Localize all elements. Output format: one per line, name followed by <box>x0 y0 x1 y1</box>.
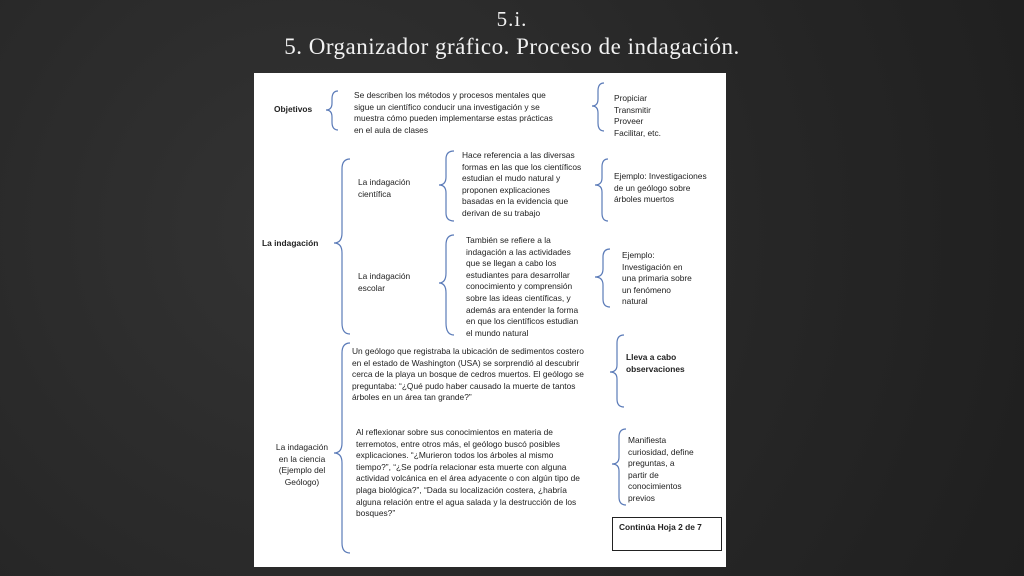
objetivos-actions: Propiciar Transmitir Proveer Facilitar, etc. <box>614 93 662 138</box>
ciencia-text1: Un geólogo que registraba la ubicación de sedimentos costero en el estado de Washington (USA) se sorprendió al descubrir cerca de la playa un bosque de cedros muertos. El geólogo se preguntaba: “¿Qué pudo haber causado la muerte de tantos árboles en un área tan grande?” <box>352 346 584 403</box>
slide-number: 5.i. <box>496 7 528 31</box>
organizer-sheet <box>254 73 726 567</box>
label-ciencia: La indagación en la ciencia (Ejemplo del Geólogo) <box>275 442 329 487</box>
slide-header <box>0 6 1024 62</box>
brace-cientifica <box>439 151 454 221</box>
escolar-text: También se refiere a la indagación a las actividades que se llegan a cabo los estudiantes para desarrollar conocimiento y comprensión sobre las ideas científicas, y además ara entender la forma en que los científicos estudian el mundo natural <box>466 235 579 338</box>
label-escolar: La indagación escolar <box>358 271 411 293</box>
brace-indagacion <box>334 159 350 334</box>
ciencia-note1: Lleva a cabo observaciones <box>626 352 685 374</box>
cientifica-text: Hace referencia a las diversas formas en las que los científicos estudian el mudo natural y proponen explicaciones basadas en la evidencia que derivan de su trabajo <box>462 150 582 218</box>
slide-title: 5. Organizador gráfico. Proceso de indagación. <box>284 34 740 59</box>
label-cientifica: La indagación científica <box>358 177 411 199</box>
brace-escolar <box>439 235 454 335</box>
escolar-example: Ejemplo: Investigación en una primaria sobre un fenómeno natural <box>622 250 692 307</box>
ciencia-text2: Al reflexionar sobre sus conocimientos en materia de terremotos, entre otros más, el geólogo buscó posibles explicaciones. “¿Murieron todos los árboles al mismo tiempo?”, “¿Se podría relacionar esta muerte con alguna actividad volcánica en el área adyacente o con algún tipo de plaga biológica?”, “Dada su localización costera, ¿habría alguna relación entre el agua salada y la destrucción de los bosques?” <box>356 427 580 519</box>
brace-note2 <box>612 429 626 505</box>
objetivos-description: Se describen los métodos y procesos mentales que sigue un científico conducir una investigación y se muestra cómo pueden implementarse estas prácticas en el aula de clases <box>354 90 553 135</box>
ciencia-note2: Manifiesta curiosidad, define preguntas, a partir de conocimientos previos <box>628 435 694 503</box>
brace-objetivos <box>326 91 338 130</box>
continue-box: Continúa Hoja 2 de 7 <box>612 517 722 551</box>
cientifica-example: Ejemplo: Investigaciones de un geólogo sobre árboles muertos <box>614 171 707 205</box>
label-objetivos: Objetivos <box>274 104 313 114</box>
label-indagacion: La indagación <box>262 238 319 248</box>
